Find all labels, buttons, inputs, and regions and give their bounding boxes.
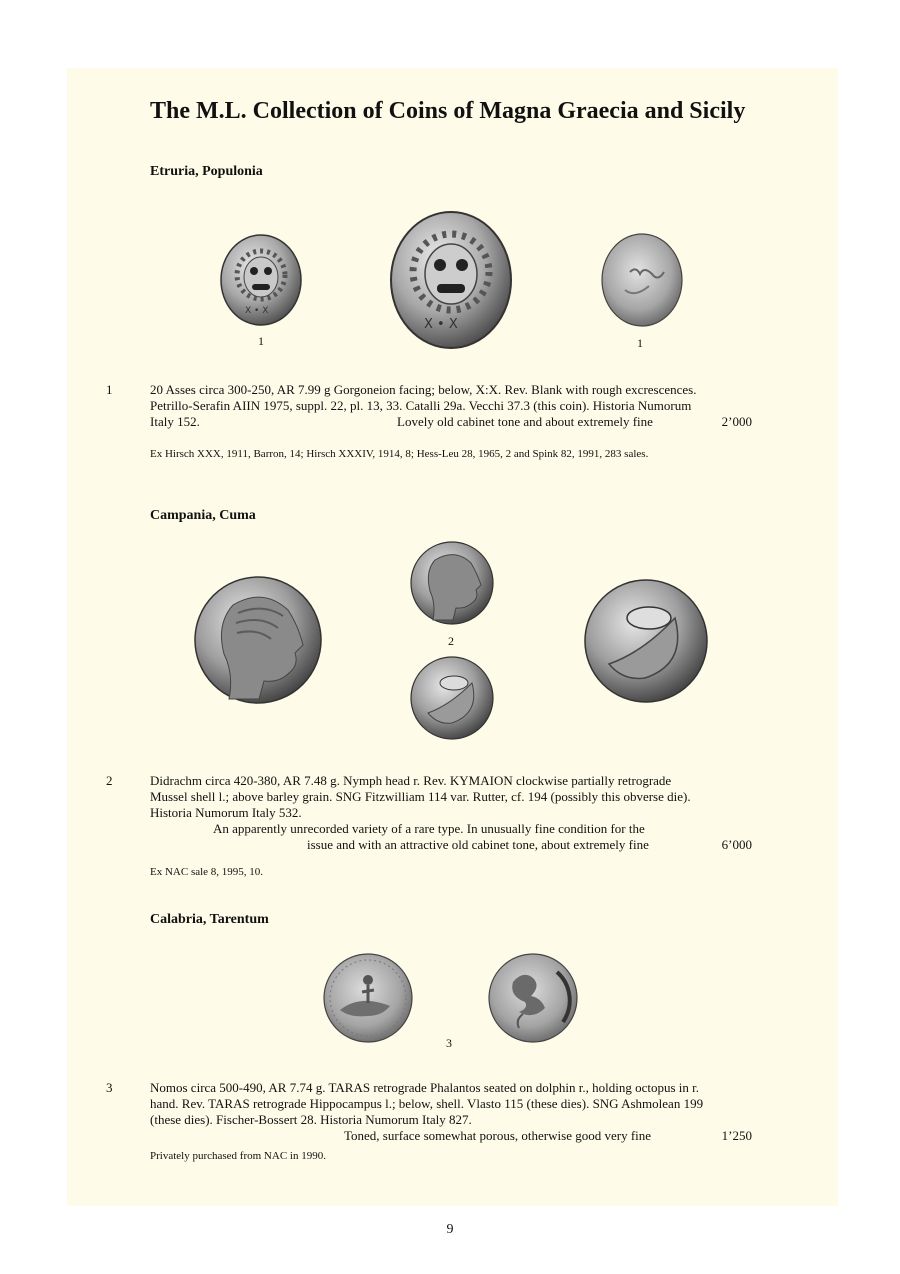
lot-number: 2 [106, 773, 113, 788]
lot-description [150, 773, 752, 853]
gorgoneion-coin-large-image [388, 210, 514, 350]
mussel-shell-coin-small-image [410, 655, 494, 741]
phalantos-dolphin-coin-image [322, 952, 414, 1044]
hippocampus-coin-image [487, 952, 579, 1044]
condition-line [150, 1128, 752, 1144]
coin-image-label: 2 [448, 634, 454, 648]
coin-image-label: 3 [446, 1036, 452, 1050]
description-line: Petrillo-Serafin AIIN 1975, suppl. 22, pl. 13, 33. Catalli 29a. Vecchi 37.3 (this coin). Historia Numorum [150, 398, 692, 413]
condition-line [150, 837, 752, 853]
page-number: 9 [446, 1222, 454, 1237]
estimate-price: 1’250 [721, 1128, 752, 1143]
condition-text: Toned, surface somewhat porous, otherwise good very fine [344, 1128, 652, 1143]
section-heading-etruria: Etruria, Populonia [150, 164, 263, 179]
lot-description [150, 382, 752, 430]
section-heading-calabria: Calabria, Tarentum [150, 912, 269, 927]
svg-text:X • X: X • X [424, 317, 458, 332]
description-line: Nomos circa 500-490, AR 7.74 g. TARAS retrograde Phalantos seated on dolphin r., holding octopus in r. [150, 1080, 699, 1095]
estimate-price: 2’000 [721, 414, 752, 429]
page-title: The M.L. Collection of Coins of Magna Graecia and Sicily [150, 98, 746, 124]
estimate-price: 6’000 [721, 837, 752, 852]
gorgoneion-coin-small-image [219, 233, 303, 327]
provenance-note: Ex Hirsch XXX, 1911, Barron, 14; Hirsch XXXIV, 1914, 8; Hess-Leu 28, 1965, 2 and Spink 82, 1991, 283 sales. [150, 448, 649, 460]
condition-text: issue and with an attractive old cabinet tone, about extremely fine [307, 837, 649, 852]
nymph-head-coin-small-image [410, 540, 494, 626]
description-line: Italy 152. [150, 414, 200, 429]
description-line: 20 Asses circa 300-250, AR 7.99 g Gorgoneion facing; below, X:X. Rev. Blank with rough excrescences. [150, 382, 697, 397]
condition-line [150, 821, 752, 837]
mussel-shell-coin-large-image [583, 576, 709, 706]
description-line: Didrachm circa 420-380, AR 7.48 g. Nymph head r. Rev. KYMAION clockwise partially retrograde [150, 773, 672, 788]
description-line: Mussel shell l.; above barley grain. SNG Fitzwilliam 114 var. Rutter, cf. 194 (possibly this obverse die). [150, 789, 691, 804]
provenance-note: Privately purchased from NAC in 1990. [150, 1150, 326, 1162]
lot-number: 3 [106, 1080, 113, 1095]
condition-line [150, 414, 752, 430]
provenance-note: Ex NAC sale 8, 1995, 10. [150, 866, 264, 878]
condition-text: An apparently unrecorded variety of a rare type. In unusually fine condition for the [213, 821, 645, 836]
lot-number: 1 [106, 382, 113, 397]
coin-image-label: 1 [258, 334, 264, 348]
lot-description [150, 1080, 752, 1144]
svg-text:X • X: X • X [245, 306, 269, 316]
description-line: (these dies). Fischer-Bossert 28. Historia Numorum Italy 827. [150, 1112, 472, 1127]
nymph-head-coin-large-image [193, 575, 323, 705]
coin-image-label: 1 [637, 336, 643, 350]
blank-reverse-coin-image [600, 232, 684, 328]
description-line: Historia Numorum Italy 532. [150, 805, 302, 820]
section-heading-campania: Campania, Cuma [150, 508, 256, 523]
condition-text: Lovely old cabinet tone and about extremely fine [397, 414, 653, 429]
description-line: hand. Rev. TARAS retrograde Hippocampus l.; below, shell. Vlasto 115 (these dies). SNG Ashmolean 199 [150, 1096, 704, 1111]
